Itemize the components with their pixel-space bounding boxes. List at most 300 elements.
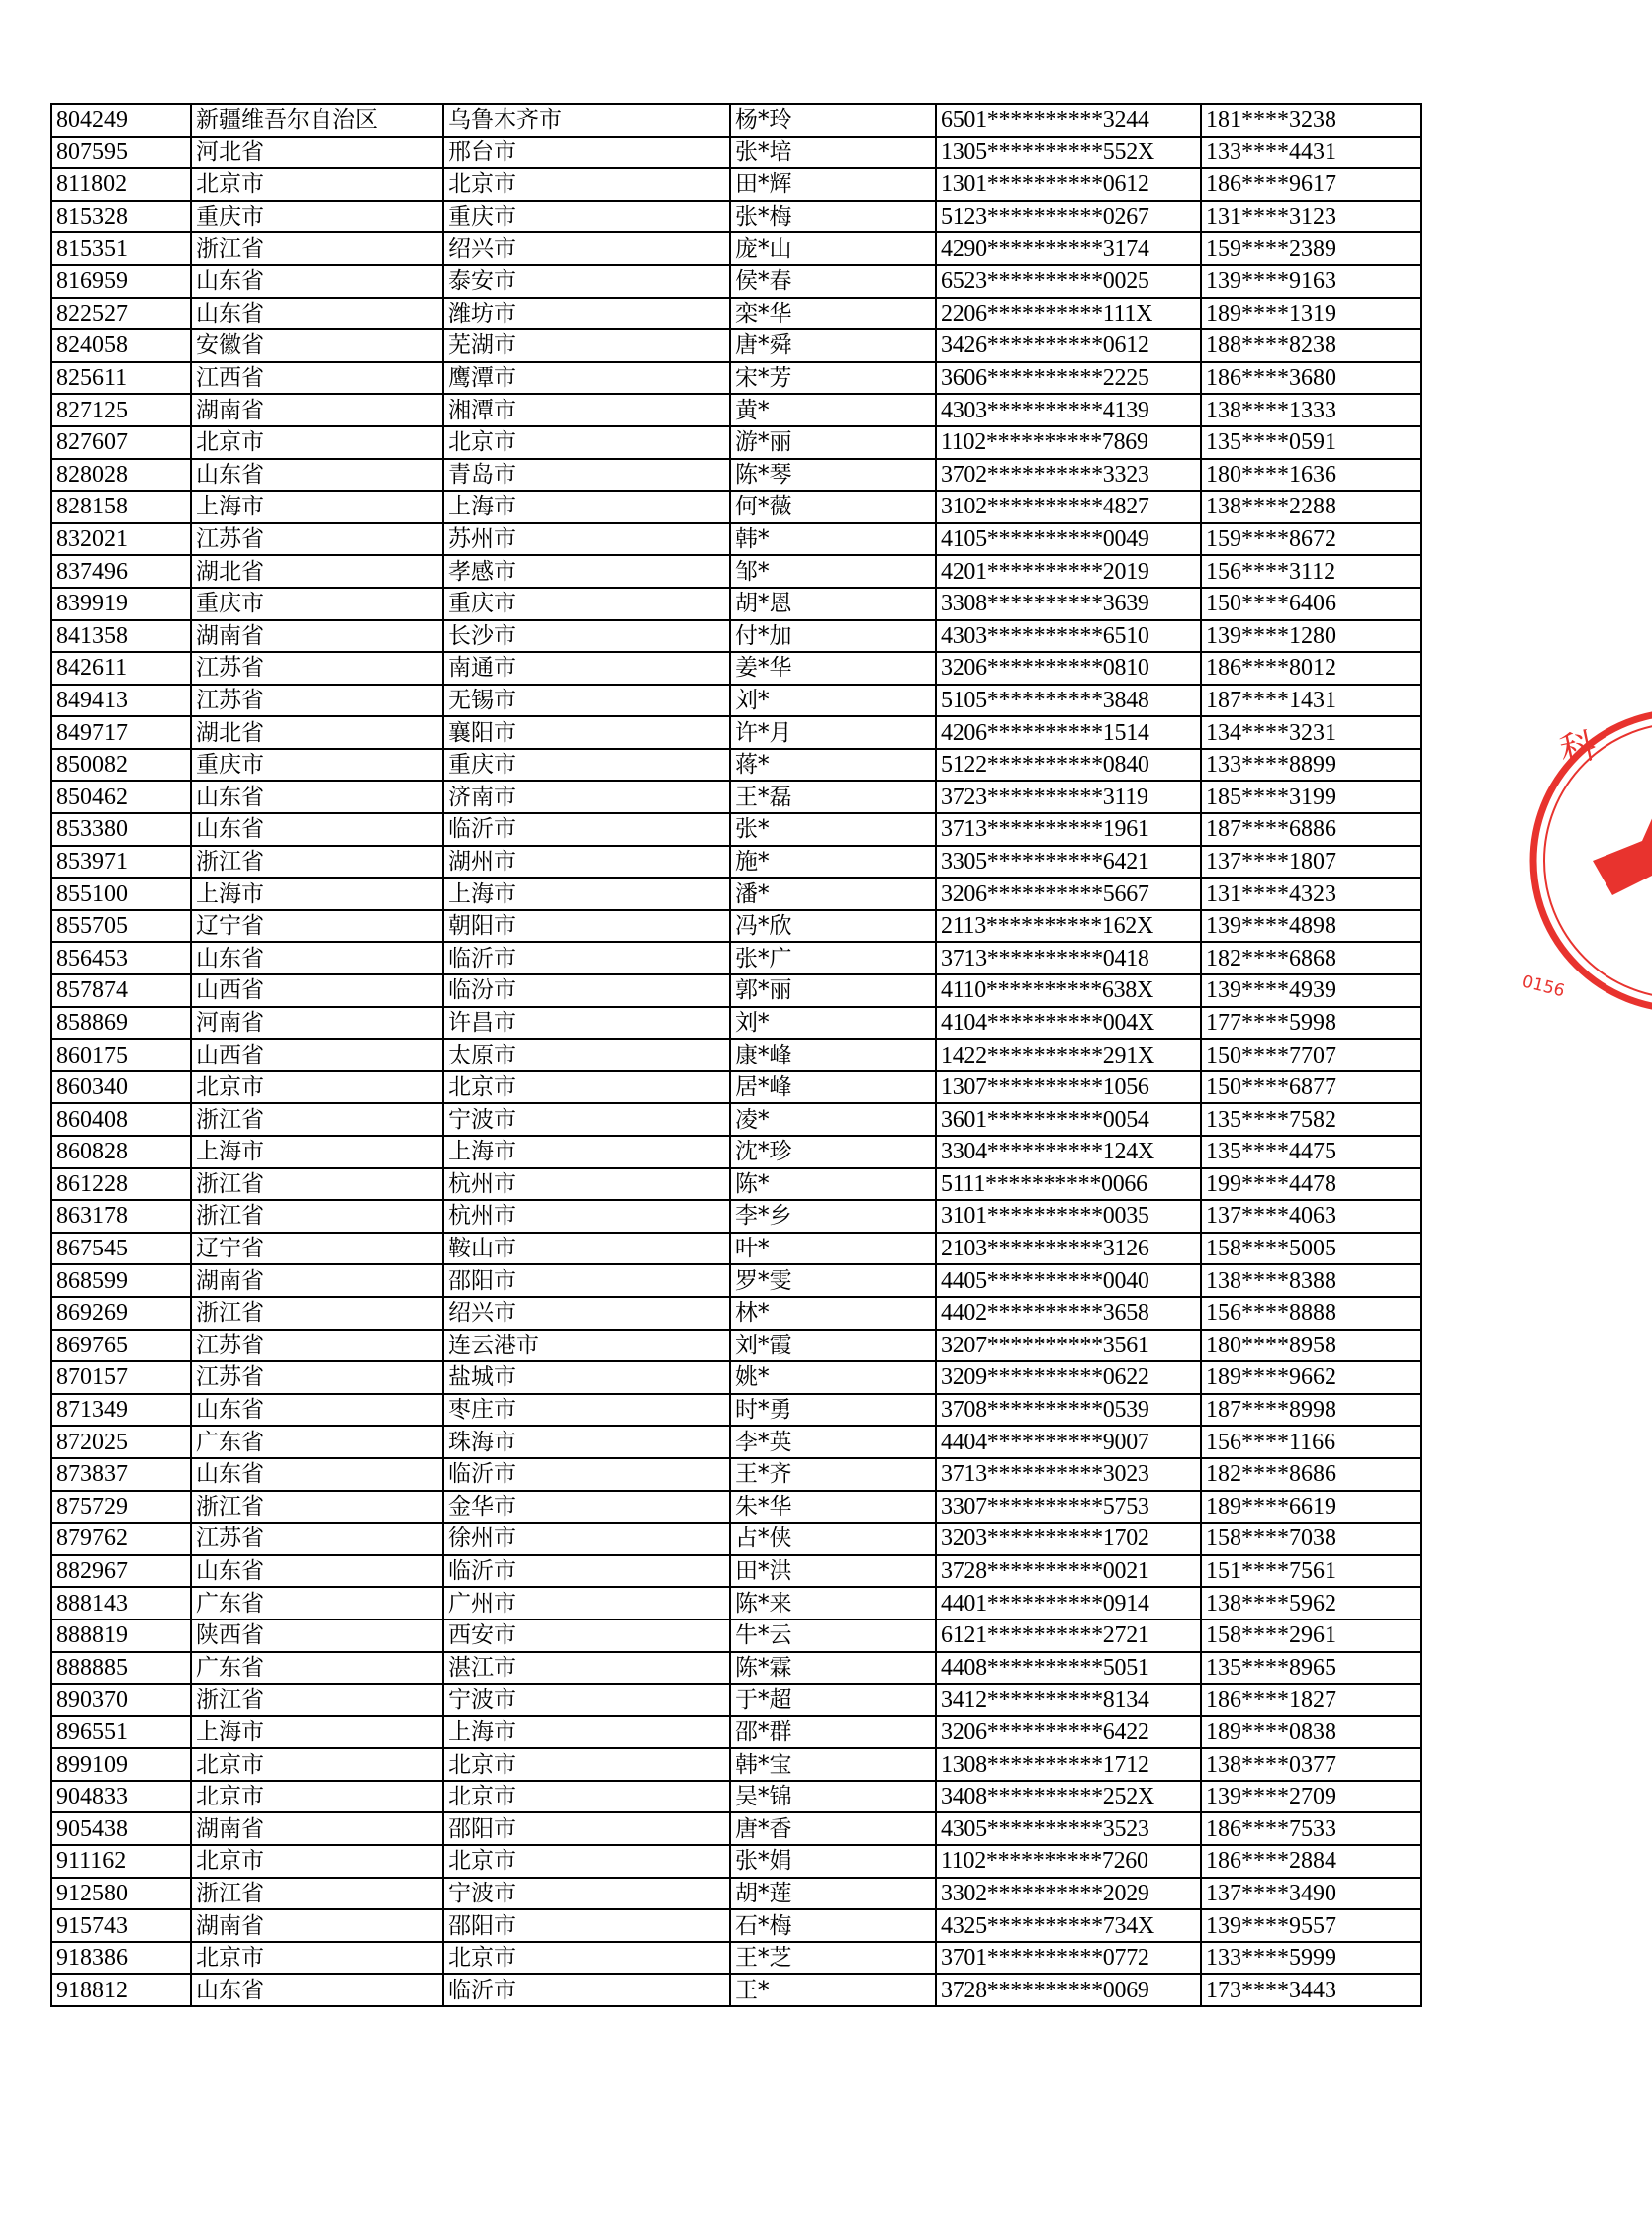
record-id-cell: 815351 — [51, 232, 191, 265]
table-row — [51, 620, 1421, 653]
province-cell: 山西省 — [191, 974, 443, 1007]
phone-cell: 133****4431 — [1201, 137, 1421, 169]
id-number-cell: 1102**********7869 — [936, 426, 1201, 459]
province-cell: 重庆市 — [191, 201, 443, 233]
table-row — [51, 555, 1421, 588]
id-number-cell: 6501**********3244 — [936, 104, 1201, 137]
table-row — [51, 1878, 1421, 1910]
id-number-cell: 4405**********0040 — [936, 1264, 1201, 1297]
city-cell: 济南市 — [443, 781, 730, 813]
record-id-cell: 911162 — [51, 1845, 191, 1878]
id-number-cell: 2103**********3126 — [936, 1233, 1201, 1265]
table-row — [51, 1748, 1421, 1781]
record-id-cell: 863178 — [51, 1200, 191, 1233]
name-cell: 凌* — [730, 1103, 936, 1136]
province-cell: 上海市 — [191, 1716, 443, 1749]
record-id-cell: 822527 — [51, 298, 191, 330]
seal-digits-partial: 0156 — [1519, 971, 1567, 1002]
phone-cell: 199****4478 — [1201, 1168, 1421, 1201]
record-id-cell: 849413 — [51, 685, 191, 717]
name-cell: 王*齐 — [730, 1458, 936, 1491]
id-number-cell: 5111**********0066 — [936, 1168, 1201, 1201]
id-number-cell: 5105**********3848 — [936, 685, 1201, 717]
id-number-cell: 3723**********3119 — [936, 781, 1201, 813]
table-row — [51, 942, 1421, 974]
city-cell: 临沂市 — [443, 813, 730, 846]
table-row — [51, 1942, 1421, 1975]
id-number-cell: 1307**********1056 — [936, 1071, 1201, 1104]
record-id-cell: 827607 — [51, 426, 191, 459]
record-id-cell: 855100 — [51, 878, 191, 910]
record-id-cell: 849717 — [51, 716, 191, 749]
id-number-cell: 3209**********0622 — [936, 1361, 1201, 1394]
id-number-cell: 3702**********3323 — [936, 459, 1201, 492]
table-row — [51, 588, 1421, 620]
name-cell: 张*培 — [730, 137, 936, 169]
record-id-cell: 804249 — [51, 104, 191, 137]
id-number-cell: 3412**********8134 — [936, 1684, 1201, 1716]
province-cell: 山东省 — [191, 781, 443, 813]
record-id-cell: 811802 — [51, 168, 191, 201]
id-number-cell: 4303**********6510 — [936, 620, 1201, 653]
record-id-cell: 861228 — [51, 1168, 191, 1201]
table-row — [51, 1103, 1421, 1136]
name-cell: 郭*丽 — [730, 974, 936, 1007]
name-cell: 时*勇 — [730, 1394, 936, 1427]
province-cell: 北京市 — [191, 1071, 443, 1104]
province-cell: 湖南省 — [191, 620, 443, 653]
record-id-cell: 899109 — [51, 1748, 191, 1781]
city-cell: 上海市 — [443, 1716, 730, 1749]
record-id-cell: 918812 — [51, 1974, 191, 2006]
table-row — [51, 685, 1421, 717]
table-row — [51, 265, 1421, 298]
province-cell: 浙江省 — [191, 232, 443, 265]
phone-cell: 139****1280 — [1201, 620, 1421, 653]
table-row — [51, 104, 1421, 137]
city-cell: 连云港市 — [443, 1330, 730, 1362]
id-number-cell: 3713**********3023 — [936, 1458, 1201, 1491]
province-cell: 北京市 — [191, 1748, 443, 1781]
id-number-cell: 4206**********1514 — [936, 716, 1201, 749]
name-cell: 刘*霞 — [730, 1330, 936, 1362]
province-cell: 北京市 — [191, 1781, 443, 1813]
name-cell: 庞*山 — [730, 232, 936, 265]
city-cell: 杭州市 — [443, 1168, 730, 1201]
province-cell: 浙江省 — [191, 1878, 443, 1910]
record-id-cell: 858869 — [51, 1007, 191, 1040]
record-id-cell: 860828 — [51, 1136, 191, 1168]
id-number-cell: 4305**********3523 — [936, 1812, 1201, 1845]
name-cell: 栾*华 — [730, 298, 936, 330]
id-number-cell: 4201**********2019 — [936, 555, 1201, 588]
record-id-cell: 904833 — [51, 1781, 191, 1813]
table-row — [51, 878, 1421, 910]
record-id-cell: 860408 — [51, 1103, 191, 1136]
phone-cell: 139****4939 — [1201, 974, 1421, 1007]
table-row — [51, 1523, 1421, 1555]
phone-cell: 189****6619 — [1201, 1491, 1421, 1524]
phone-cell: 150****6406 — [1201, 588, 1421, 620]
id-number-cell: 2206**********111X — [936, 298, 1201, 330]
id-number-cell: 4408**********5051 — [936, 1652, 1201, 1685]
id-number-cell: 6121**********2721 — [936, 1619, 1201, 1652]
phone-cell: 139****4898 — [1201, 910, 1421, 943]
phone-cell: 189****1319 — [1201, 298, 1421, 330]
city-cell: 杭州市 — [443, 1200, 730, 1233]
province-cell: 上海市 — [191, 878, 443, 910]
record-id-cell: 890370 — [51, 1684, 191, 1716]
table-row — [51, 1781, 1421, 1813]
name-cell: 唐*舜 — [730, 329, 936, 362]
phone-cell: 133****8899 — [1201, 749, 1421, 782]
table-row — [51, 1039, 1421, 1071]
table-row — [51, 652, 1421, 685]
table-row — [51, 1136, 1421, 1168]
name-cell: 张*广 — [730, 942, 936, 974]
city-cell: 无锡市 — [443, 685, 730, 717]
province-cell: 北京市 — [191, 426, 443, 459]
province-cell: 浙江省 — [191, 846, 443, 879]
table-row — [51, 1394, 1421, 1427]
province-cell: 安徽省 — [191, 329, 443, 362]
table-row — [51, 394, 1421, 426]
record-id-cell: 869765 — [51, 1330, 191, 1362]
record-id-cell: 815328 — [51, 201, 191, 233]
id-number-cell: 3601**********0054 — [936, 1103, 1201, 1136]
name-cell: 邹* — [730, 555, 936, 588]
name-cell: 宋*芳 — [730, 362, 936, 395]
city-cell: 北京市 — [443, 1845, 730, 1878]
province-cell: 湖北省 — [191, 716, 443, 749]
table-row — [51, 168, 1421, 201]
record-id-cell: 869269 — [51, 1297, 191, 1330]
city-cell: 泰安市 — [443, 265, 730, 298]
phone-cell: 150****6877 — [1201, 1071, 1421, 1104]
id-number-cell: 1308**********1712 — [936, 1748, 1201, 1781]
id-number-cell: 3713**********1961 — [936, 813, 1201, 846]
phone-cell: 138****0377 — [1201, 1748, 1421, 1781]
city-cell: 上海市 — [443, 878, 730, 910]
phone-cell: 158****7038 — [1201, 1523, 1421, 1555]
id-number-cell: 3708**********0539 — [936, 1394, 1201, 1427]
record-id-cell: 824058 — [51, 329, 191, 362]
city-cell: 北京市 — [443, 1781, 730, 1813]
record-id-cell: 873837 — [51, 1458, 191, 1491]
city-cell: 苏州市 — [443, 523, 730, 556]
phone-cell: 133****5999 — [1201, 1942, 1421, 1975]
table-row — [51, 716, 1421, 749]
name-cell: 侯*春 — [730, 265, 936, 298]
table-row — [51, 1233, 1421, 1265]
province-cell: 山东省 — [191, 1394, 443, 1427]
seal-star-icon — [1593, 796, 1652, 895]
id-number-cell: 3701**********0772 — [936, 1942, 1201, 1975]
province-cell: 湖北省 — [191, 555, 443, 588]
table-row — [51, 1812, 1421, 1845]
name-cell: 石*梅 — [730, 1909, 936, 1942]
city-cell: 邢台市 — [443, 137, 730, 169]
record-id-cell: 882967 — [51, 1555, 191, 1588]
id-number-cell: 4105**********0049 — [936, 523, 1201, 556]
id-number-cell: 1305**********552X — [936, 137, 1201, 169]
name-cell: 何*薇 — [730, 491, 936, 523]
name-cell: 吴*锦 — [730, 1781, 936, 1813]
red-seal-stamp — [1514, 693, 1652, 1029]
id-number-cell: 1422**********291X — [936, 1039, 1201, 1071]
record-id-cell: 853380 — [51, 813, 191, 846]
table-row — [51, 1652, 1421, 1685]
record-id-cell: 839919 — [51, 588, 191, 620]
record-id-cell: 879762 — [51, 1523, 191, 1555]
phone-cell: 138****8388 — [1201, 1264, 1421, 1297]
table-row — [51, 1845, 1421, 1878]
id-number-cell: 3307**********5753 — [936, 1491, 1201, 1524]
id-number-cell: 3728**********0069 — [936, 1974, 1201, 2006]
table-row — [51, 232, 1421, 265]
province-cell: 山东省 — [191, 1974, 443, 2006]
table-row — [51, 749, 1421, 782]
city-cell: 鹰潭市 — [443, 362, 730, 395]
city-cell: 青岛市 — [443, 459, 730, 492]
name-cell: 韩*宝 — [730, 1748, 936, 1781]
id-number-cell: 3102**********4827 — [936, 491, 1201, 523]
name-cell: 李*英 — [730, 1426, 936, 1458]
phone-cell: 139****9557 — [1201, 1909, 1421, 1942]
city-cell: 邵阳市 — [443, 1812, 730, 1845]
province-cell: 北京市 — [191, 1845, 443, 1878]
id-number-cell: 3206**********0810 — [936, 652, 1201, 685]
city-cell: 湘潭市 — [443, 394, 730, 426]
record-id-cell: 875729 — [51, 1491, 191, 1524]
province-cell: 江苏省 — [191, 685, 443, 717]
province-cell: 浙江省 — [191, 1200, 443, 1233]
id-number-cell: 3203**********1702 — [936, 1523, 1201, 1555]
phone-cell: 139****9163 — [1201, 265, 1421, 298]
name-cell: 刘* — [730, 1007, 936, 1040]
city-cell: 临沂市 — [443, 942, 730, 974]
province-cell: 浙江省 — [191, 1103, 443, 1136]
table-row — [51, 1007, 1421, 1040]
city-cell: 孝感市 — [443, 555, 730, 588]
record-id-cell: 868599 — [51, 1264, 191, 1297]
city-cell: 乌鲁木齐市 — [443, 104, 730, 137]
city-cell: 许昌市 — [443, 1007, 730, 1040]
record-id-cell: 915743 — [51, 1909, 191, 1942]
phone-cell: 186****7533 — [1201, 1812, 1421, 1845]
province-cell: 山西省 — [191, 1039, 443, 1071]
table-row — [51, 1200, 1421, 1233]
name-cell: 王* — [730, 1974, 936, 2006]
record-id-cell: 828158 — [51, 491, 191, 523]
name-cell: 胡*莲 — [730, 1878, 936, 1910]
city-cell: 西安市 — [443, 1619, 730, 1652]
table-row — [51, 781, 1421, 813]
id-number-cell: 3206**********5667 — [936, 878, 1201, 910]
name-cell: 张* — [730, 813, 936, 846]
record-id-cell: 850082 — [51, 749, 191, 782]
id-number-cell: 3304**********124X — [936, 1136, 1201, 1168]
phone-cell: 189****0838 — [1201, 1716, 1421, 1749]
city-cell: 北京市 — [443, 1071, 730, 1104]
province-cell: 山东省 — [191, 813, 443, 846]
name-cell: 沈*珍 — [730, 1136, 936, 1168]
province-cell: 上海市 — [191, 491, 443, 523]
province-cell: 江苏省 — [191, 523, 443, 556]
city-cell: 宁波市 — [443, 1878, 730, 1910]
phone-cell: 182****8686 — [1201, 1458, 1421, 1491]
table-row — [51, 298, 1421, 330]
record-id-cell: 827125 — [51, 394, 191, 426]
name-cell: 康*峰 — [730, 1039, 936, 1071]
city-cell: 宁波市 — [443, 1103, 730, 1136]
table-row — [51, 523, 1421, 556]
city-cell: 北京市 — [443, 426, 730, 459]
record-id-cell: 888143 — [51, 1587, 191, 1619]
name-cell: 陈*霖 — [730, 1652, 936, 1685]
phone-cell: 187****1431 — [1201, 685, 1421, 717]
id-number-cell: 3308**********3639 — [936, 588, 1201, 620]
seal-text-partial: 科 — [1556, 725, 1601, 773]
province-cell: 湖南省 — [191, 1909, 443, 1942]
name-cell: 王*磊 — [730, 781, 936, 813]
province-cell: 重庆市 — [191, 749, 443, 782]
city-cell: 长沙市 — [443, 620, 730, 653]
name-cell: 罗*雯 — [730, 1264, 936, 1297]
city-cell: 朝阳市 — [443, 910, 730, 943]
record-id-cell: 870157 — [51, 1361, 191, 1394]
name-cell: 李*乡 — [730, 1200, 936, 1233]
table-row — [51, 426, 1421, 459]
table-row — [51, 1587, 1421, 1619]
id-number-cell: 1102**********7260 — [936, 1845, 1201, 1878]
record-id-cell: 888885 — [51, 1652, 191, 1685]
id-number-cell: 4303**********4139 — [936, 394, 1201, 426]
phone-cell: 138****5962 — [1201, 1587, 1421, 1619]
name-cell: 占*侠 — [730, 1523, 936, 1555]
name-cell: 潘* — [730, 878, 936, 910]
name-cell: 田*洪 — [730, 1555, 936, 1588]
name-cell: 朱*华 — [730, 1491, 936, 1524]
city-cell: 绍兴市 — [443, 232, 730, 265]
city-cell: 太原市 — [443, 1039, 730, 1071]
name-cell: 付*加 — [730, 620, 936, 653]
id-number-cell: 5123**********0267 — [936, 201, 1201, 233]
record-id-cell: 853971 — [51, 846, 191, 879]
record-id-cell: 828028 — [51, 459, 191, 492]
records-table — [50, 103, 1422, 2007]
phone-cell: 187****8998 — [1201, 1394, 1421, 1427]
province-cell: 河南省 — [191, 1007, 443, 1040]
city-cell: 上海市 — [443, 491, 730, 523]
city-cell: 盐城市 — [443, 1361, 730, 1394]
province-cell: 浙江省 — [191, 1168, 443, 1201]
name-cell: 田*辉 — [730, 168, 936, 201]
city-cell: 徐州市 — [443, 1523, 730, 1555]
id-number-cell: 4404**********9007 — [936, 1426, 1201, 1458]
province-cell: 湖南省 — [191, 1264, 443, 1297]
id-number-cell: 4325**********734X — [936, 1909, 1201, 1942]
province-cell: 上海市 — [191, 1136, 443, 1168]
city-cell: 金华市 — [443, 1491, 730, 1524]
phone-cell: 177****5998 — [1201, 1007, 1421, 1040]
province-cell: 广东省 — [191, 1652, 443, 1685]
name-cell: 王*芝 — [730, 1942, 936, 1975]
phone-cell: 139****2709 — [1201, 1781, 1421, 1813]
record-id-cell: 905438 — [51, 1812, 191, 1845]
name-cell: 叶* — [730, 1233, 936, 1265]
province-cell: 江苏省 — [191, 1330, 443, 1362]
table-row — [51, 362, 1421, 395]
table-row — [51, 1458, 1421, 1491]
table-row — [51, 1909, 1421, 1942]
city-cell: 临沂市 — [443, 1974, 730, 2006]
record-id-cell: 837496 — [51, 555, 191, 588]
name-cell: 施* — [730, 846, 936, 879]
record-id-cell: 872025 — [51, 1426, 191, 1458]
record-id-cell: 871349 — [51, 1394, 191, 1427]
province-cell: 广东省 — [191, 1426, 443, 1458]
phone-cell: 150****7707 — [1201, 1039, 1421, 1071]
table-row — [51, 1974, 1421, 2006]
phone-cell: 131****4323 — [1201, 878, 1421, 910]
phone-cell: 181****3238 — [1201, 104, 1421, 137]
table-row — [51, 1619, 1421, 1652]
phone-cell: 180****1636 — [1201, 459, 1421, 492]
city-cell: 南通市 — [443, 652, 730, 685]
id-number-cell: 3305**********6421 — [936, 846, 1201, 879]
province-cell: 江苏省 — [191, 1523, 443, 1555]
phone-cell: 156****1166 — [1201, 1426, 1421, 1458]
province-cell: 江苏省 — [191, 652, 443, 685]
phone-cell: 187****6886 — [1201, 813, 1421, 846]
province-cell: 河北省 — [191, 137, 443, 169]
record-id-cell: 860340 — [51, 1071, 191, 1104]
name-cell: 陈* — [730, 1168, 936, 1201]
record-id-cell: 857874 — [51, 974, 191, 1007]
name-cell: 于*超 — [730, 1684, 936, 1716]
phone-cell: 185****3199 — [1201, 781, 1421, 813]
province-cell: 广东省 — [191, 1587, 443, 1619]
name-cell: 游*丽 — [730, 426, 936, 459]
table-row — [51, 1491, 1421, 1524]
table-row — [51, 1555, 1421, 1588]
name-cell: 姚* — [730, 1361, 936, 1394]
phone-cell: 151****7561 — [1201, 1555, 1421, 1588]
phone-cell: 182****6868 — [1201, 942, 1421, 974]
phone-cell: 135****0591 — [1201, 426, 1421, 459]
name-cell: 杨*玲 — [730, 104, 936, 137]
phone-cell: 186****3680 — [1201, 362, 1421, 395]
id-number-cell: 3606**********2225 — [936, 362, 1201, 395]
id-number-cell: 6523**********0025 — [936, 265, 1201, 298]
city-cell: 宁波市 — [443, 1684, 730, 1716]
city-cell: 芜湖市 — [443, 329, 730, 362]
id-number-cell: 3302**********2029 — [936, 1878, 1201, 1910]
province-cell: 湖南省 — [191, 394, 443, 426]
province-cell: 山东省 — [191, 459, 443, 492]
table-row — [51, 813, 1421, 846]
record-id-cell: 842611 — [51, 652, 191, 685]
province-cell: 北京市 — [191, 168, 443, 201]
city-cell: 重庆市 — [443, 201, 730, 233]
phone-cell: 135****8965 — [1201, 1652, 1421, 1685]
province-cell: 山东省 — [191, 298, 443, 330]
phone-cell: 158****2961 — [1201, 1619, 1421, 1652]
province-cell: 山东省 — [191, 1555, 443, 1588]
phone-cell: 173****3443 — [1201, 1974, 1421, 2006]
table-row — [51, 1330, 1421, 1362]
